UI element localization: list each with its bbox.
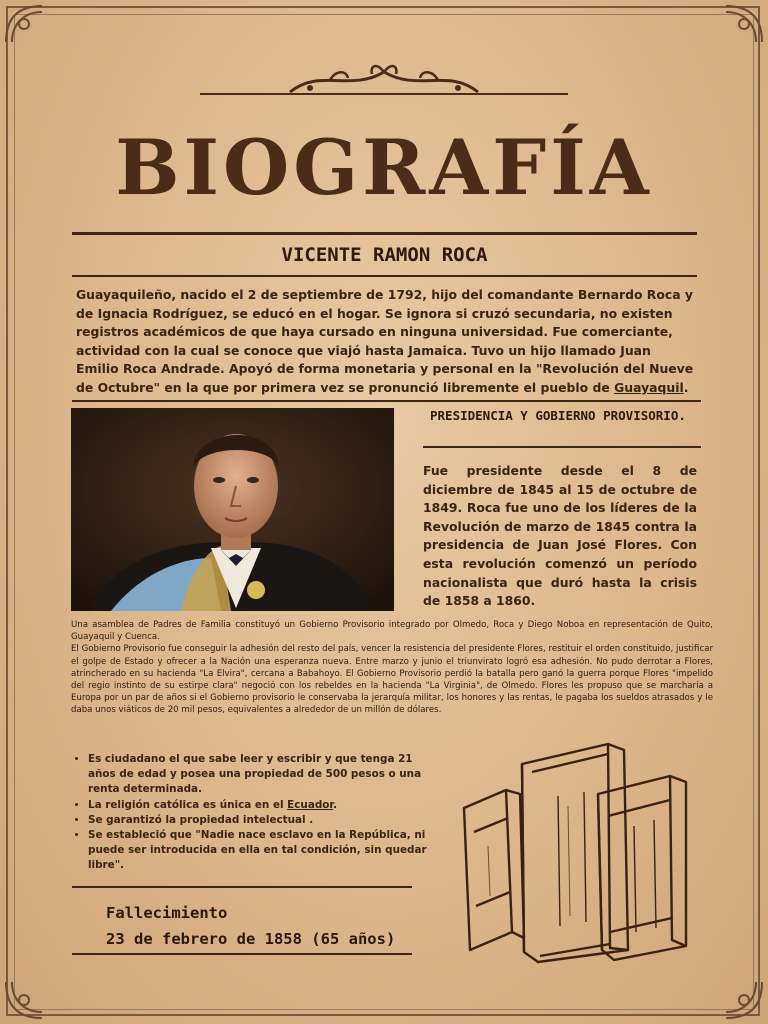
portrait-painting-icon bbox=[71, 408, 394, 611]
rule-above-section-heading bbox=[423, 400, 701, 402]
intro-text: Guayaquileño, nacido el 2 de septiembre de 1792, hijo del comandante Bernardo Roca y de Ignacia Rodríguez, se educó en el hogar. Se ignora si cruzó secundaria, no existen registros académicos de que haya cursado en ninguna universidad. Fue comerciante, actividad con la cual se conoce que viajó hasta Jamaica. Tuvo un hijo llamado Juan Emilio Roca Andrade. Apoyó de forma monetaria y personal en la "Revolución del Nueve de Octubre" en la que por primera vez se pronunció libremente el pueblo de bbox=[76, 287, 694, 395]
list-item-text: La religión católica es única en el bbox=[88, 798, 288, 811]
rule-below-title bbox=[72, 232, 697, 235]
corner-ornament-top-left bbox=[2, 2, 46, 46]
section-heading: PRESIDENCIA Y GOBIERNO PROVISORIO. bbox=[430, 408, 686, 423]
government-text bbox=[71, 619, 713, 717]
person-name: VICENTE RAMON ROCA bbox=[281, 244, 488, 266]
corner-ornament-top-right bbox=[722, 2, 766, 46]
list-item-text: . bbox=[333, 798, 338, 811]
presidency-paragraph: Fue presidente desde el 8 de diciembre de 1845 al 15 de octubre de 1849. Roca fue uno de los líderes de la Revolución de marzo de 1845 contra la presidencia de Juan José Flores. Con esta revolución comenzó un período nacionalista que duró hasta la crisis de 1858 a 1860. bbox=[423, 463, 697, 609]
title-ornament-icon bbox=[200, 58, 568, 102]
guayaquil-link[interactable]: Guayaquil bbox=[614, 379, 684, 395]
government-paragraph: Una asamblea de Padres de Familia constituyó un Gobierno Provisorio integrado por Olmedo, Roca y Diego Noboa en representación de Quito, Guayaquil y Cuenca. bbox=[71, 620, 713, 643]
death-label: Fallecimiento bbox=[106, 904, 228, 922]
constitution-bullet-list bbox=[74, 752, 438, 874]
corner-ornament-bottom-left bbox=[2, 978, 46, 1022]
corner-ornament-bottom-right bbox=[722, 978, 766, 1022]
rule-below-name bbox=[72, 275, 697, 277]
list-item: • Es ciudadano el que sabe leer y escribir y que tenga 21 años de edad y posea una propiedad de 500 pesos o una renta determinada. bbox=[88, 752, 438, 798]
rule-above-death bbox=[72, 886, 412, 888]
list-item: • Se estableció que "Nadie nace esclavo en la República, ni puede ser introducida en ella en tal condición, sin quedar libre". bbox=[88, 828, 438, 874]
page-title: BIOGRAFÍA bbox=[115, 123, 653, 212]
list-item: • Se garantizó la propiedad intelectual . bbox=[88, 813, 438, 828]
rule-below-death bbox=[72, 953, 412, 955]
death-date: 23 de febrero de 1858 (65 años) bbox=[106, 930, 396, 948]
books-illustration-icon bbox=[458, 736, 692, 968]
intro-text-end: . bbox=[683, 379, 689, 395]
intro-paragraph bbox=[76, 286, 694, 398]
government-paragraph: El Gobierno Provisorio fue conseguir la adhesión del resto del país, vencer la resistencia del presidente Flores, restituir el orden constituido, justificar el golpe de Estado y ofrecer a la Nación una esperanza nueva. Entre marzo y junio el triunvirato logró esa adhesión. No pudo derrotar a Flores, atrincherado en su hacienda "La Elvira", cercana a Babahoyo. El Gobierno Provisorio perdió la batalla pero ganó la guerra porque Flores "impelido del regio instinto de su estirpe clara" negoció con los rebeldes en la hacienda "La Virginia", de Olmedo. Flores les propuso que se marcharía a Europa por un par de años si el Gobierno provisorio le conservaba la jerarquía militar, los honores y las rentas, le pagaba los sueldos atrasados y le daba unos viáticos de 20 mil pesos, equivalentes a alrededor de un millón de dólares. bbox=[71, 644, 713, 716]
list-item bbox=[88, 798, 438, 813]
ecuador-link[interactable]: Ecuador bbox=[287, 798, 334, 811]
portrait-image bbox=[71, 408, 394, 611]
rule-below-section-heading bbox=[423, 446, 701, 448]
